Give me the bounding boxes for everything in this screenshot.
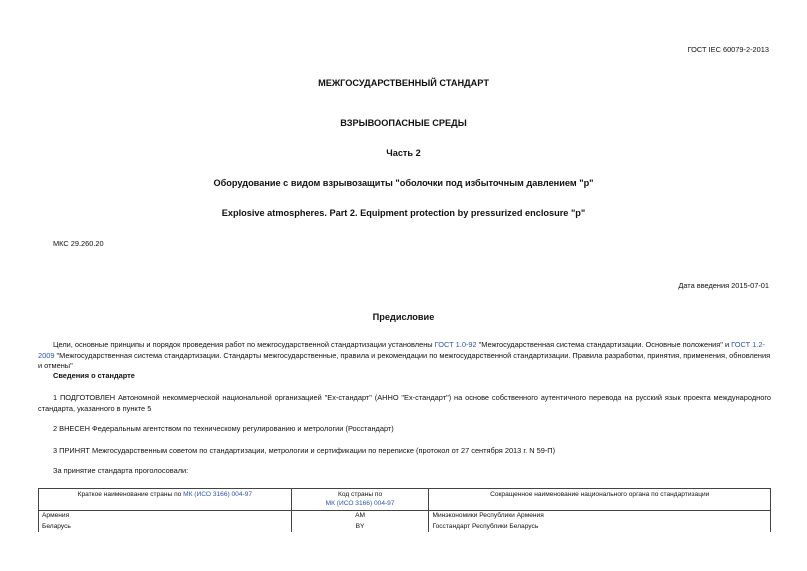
subtitle-english: Explosive atmospheres. Part 2. Equipment protection by pressurized enclosure "p" [221,208,586,218]
gost-1-2-2009-link[interactable]: ГОСТ 1.2-2009 [38,340,765,360]
mks-code: МКС 29.260.20 [53,239,104,248]
preface-paragraph [38,340,771,372]
country-cell: Беларусь [39,522,292,533]
header-country-name [39,489,292,511]
part-heading: Часть 2 [386,148,421,158]
table-row [39,522,771,533]
standards-body-cell: Госстандарт Республики Беларусь [429,522,771,533]
preface-heading: Предисловие [372,312,435,322]
countries-table [38,488,771,532]
standards-body-cell: Минэкономики Республики Армения [429,511,771,522]
standard-info-heading: Сведения о стандарте [53,371,135,380]
item-2-introduced: 2 ВНЕСЕН Федеральным агентством по техническому регулированию и метрологии (Росстандарт) [53,424,394,433]
subtitle-russian: Оборудование с видом взрывозащиты "оболочки под избыточным давлением "р" [213,178,594,188]
mk-iso-3166-link[interactable]: МК (ИСО 3166) 004-97 [183,491,253,498]
header-country-name-text: Краткое наименование страны по [77,491,184,498]
gost-1-0-92-link[interactable]: ГОСТ 1.0-92 [434,340,477,349]
preface-text-part2: "Межгосударственная система стандартизации. Основные положения" и [476,340,732,349]
standard-type-heading: МЕЖГОСУДАРСТВЕННЫЙ СТАНДАРТ [318,78,489,88]
mk-iso-3166-code-link[interactable]: МК (ИСО 3166) 004-97 [325,499,395,507]
item-1-prepared: 1 ПОДГОТОВЛЕН Автономной некоммерческой национальной организацией "Ех-стандарт" (АННО "Ех-стандарт") на основе собственного аутентичного перевода на русский язык проекта международного стандарта, указанного в пункте 5 [38,393,771,413]
country-code-cell: BY [291,522,429,533]
header-country-code-text: Код страны по [337,491,383,498]
introduction-date: Дата введения 2015-07-01 [678,281,769,290]
country-cell: Армения [39,511,292,522]
preface-text-part1: Цели, основные принципы и порядок проведения работ по межгосударственной стандартизации установлены [53,340,435,349]
country-code-cell: AM [291,511,429,522]
item-3-adopted: 3 ПРИНЯТ Межгосударственным советом по стандартизации, метрологии и сертификации по переписке (протокол от 27 сентября 2013 г. N 59-П) [53,446,556,455]
table-row [39,511,771,522]
header-standards-body: Сокращенное наименование национального органа по стандартизации [429,489,771,511]
preface-text-part3: "Межгосударственная система стандартизации. Стандарты межгосударственные, правила и рекомендации по межгосударственной стандартизации. Правила разработки, принятия, применения, обновления и отмены" [38,350,771,370]
document-title: ВЗРЫВООПАСНЫЕ СРЕДЫ [340,118,467,128]
document-code: ГОСТ IEC 60079-2-2013 [687,45,769,54]
voted-for-label: За принятие стандарта проголосовали: [53,466,189,475]
table-header-row [39,489,771,511]
header-country-code [291,489,429,511]
